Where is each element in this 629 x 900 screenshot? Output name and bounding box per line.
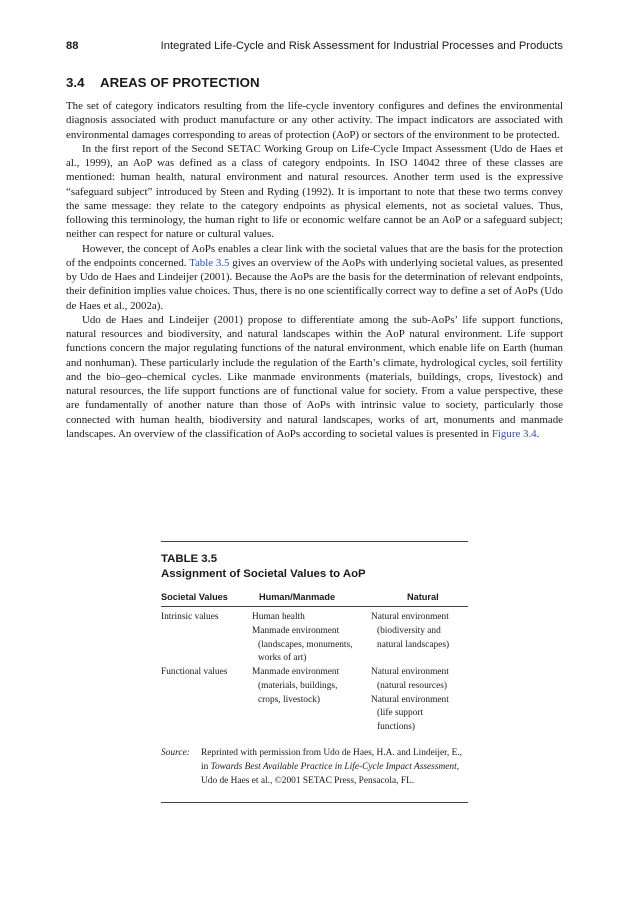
cell-line: (biodiversity and (377, 625, 441, 636)
paragraph-4-end: . (536, 427, 540, 440)
table-body (161, 611, 468, 735)
table-header-row (161, 590, 468, 607)
table-source-note (161, 747, 468, 788)
source-line-3: Udo de Haes et al., ©2001 SETAC Press, Pensacola, FL. (201, 775, 415, 786)
paragraph-3-text-b: gives an overview of the AoPs with underlying societal values, as presented by Udo de Haes and Lindeijer (2001). Because the AoPs are the basis for the determination of relevant endpoints, their definition implies value choices. Thus, there is no one scientifically correct way to define a set of AoPs (Udo de Haes et al., 2002a). (66, 256, 563, 312)
source-line-1: Reprinted with permission from Udo de Haes, H.A. and Lindeijer, E., (201, 748, 463, 758)
source-book-title: Towards Best Available Practice in Life-Cycle Impact Assessment (210, 761, 457, 772)
paragraph-3-text-a: However, the concept of AoPs enables a clear link with the societal values that are the basis for the protection of the endpoints concerned. (66, 242, 563, 269)
paragraph-4 (66, 313, 563, 441)
table-row-intrinsic (161, 611, 468, 666)
source-label: Source: (161, 748, 190, 758)
table-3-5-link[interactable]: Table 3.5 (189, 256, 230, 269)
row-label-functional: Functional values (161, 667, 228, 677)
cell-functional-natural (371, 666, 471, 735)
col-header-natural: Natural (407, 592, 439, 602)
table-label: TABLE 3.5 (161, 553, 218, 565)
cell-intrinsic-human-manmade (252, 611, 367, 666)
cell-line: works of art) (258, 653, 307, 664)
running-header (66, 40, 563, 58)
cell-line: functions) (377, 722, 416, 733)
cell-line: Natural environment (371, 612, 449, 622)
cell-line: (landscapes, monuments, (258, 639, 353, 650)
cell-line: Natural environment (371, 667, 449, 677)
section-heading (66, 75, 563, 90)
cell-line: (life support (377, 708, 424, 719)
col-header-human-manmade: Human/Manmade (259, 592, 336, 602)
cell-line: crops, livestock) (258, 694, 320, 705)
col-header-societal-values: Societal Values (161, 592, 228, 602)
figure-3-4-link[interactable]: Figure 3.4 (491, 427, 537, 440)
running-title: Integrated Life-Cycle and Risk Assessment for Industrial Processes and Products (160, 40, 563, 52)
row-label-intrinsic: Intrinsic values (161, 612, 219, 622)
paragraph-2: In the first report of the Second SETAC Working Group on Life-Cycle Impact Assessment (Udo de Haes et al., 1999), an AoP was defined as a class of category endpoints. In ISO 14042 three of these classes are mentioned: human health, natural environment and natural resources. Another term used is the expressive “safeguard subject” introduced by Steen and Ryding (1992). It is important to note that these two terms convey the same message: they relate to the category endpoints as physical elements, not as societal values. Thus, following this terminology, the human right to life or economic welfare cannot be an AoP or a safeguard subject; neither can respect for nature or cultural values. (66, 142, 563, 241)
paragraph-1: The set of category indicators resulting from the life-cycle inventory configures and defines the environmental diagnosis associated with product manufacture or any other activity. The impact indicators are associated with environmental damages corresponding to areas of protection (AoP) or sectors of the environment to be protected. (66, 100, 563, 141)
source-in: in (201, 761, 209, 772)
source-text (201, 747, 468, 788)
source-comma: , (456, 761, 460, 772)
cell-line: (materials, buildings, (258, 680, 338, 691)
table-bottom-rule (161, 802, 468, 803)
source-line-2 (201, 761, 468, 775)
section-title: AREAS OF PROTECTION (100, 75, 260, 90)
table-top-rule (161, 541, 468, 542)
cell-line: Human health (252, 612, 305, 622)
paragraph-4-text-a: Udo de Haes and Lindeijer (2001) propose to differentiate among the sub-AoPs’ life support functions, natural resources and biodiversity, and natural landscapes within the AoP natural environment. Life support functions concern the major regulating functions of the natural environment, which enable life on Earth (human and nonhuman). These particularly include the regulation of the Earth’s climate, hydrological cycles, soil fertility and the bio–geo–chemical cycles. Like manmade environments (materials, buildings, crops, livestock) and natural resources, the life support functions are of functional value for society. From a value perspective, these are fundamentally of another nature than those of AoPs with intrinsic value to society, particularly those connected with human health, biodiversity and natural landscapes, works of art, monuments and manmade landscapes. An overview of the classification of AoPs according to societal values is presented in (66, 313, 563, 440)
body-text (66, 99, 563, 441)
cell-functional-human-manmade (252, 666, 367, 707)
cell-line: Manmade environment (252, 625, 340, 636)
cell-line: Natural environment (371, 694, 449, 705)
cell-intrinsic-natural (371, 611, 471, 652)
cell-line: Manmade environment (252, 667, 340, 677)
cell-line: (natural resources) (377, 680, 448, 691)
table-row-functional (161, 666, 468, 735)
table-3-5 (161, 541, 468, 803)
cell-line: natural landscapes) (377, 639, 450, 650)
section-number: 3.4 (66, 75, 85, 90)
page-number: 88 (66, 40, 79, 52)
table-title: Assignment of Societal Values to AoP (161, 568, 366, 580)
paragraph-3 (66, 242, 563, 313)
